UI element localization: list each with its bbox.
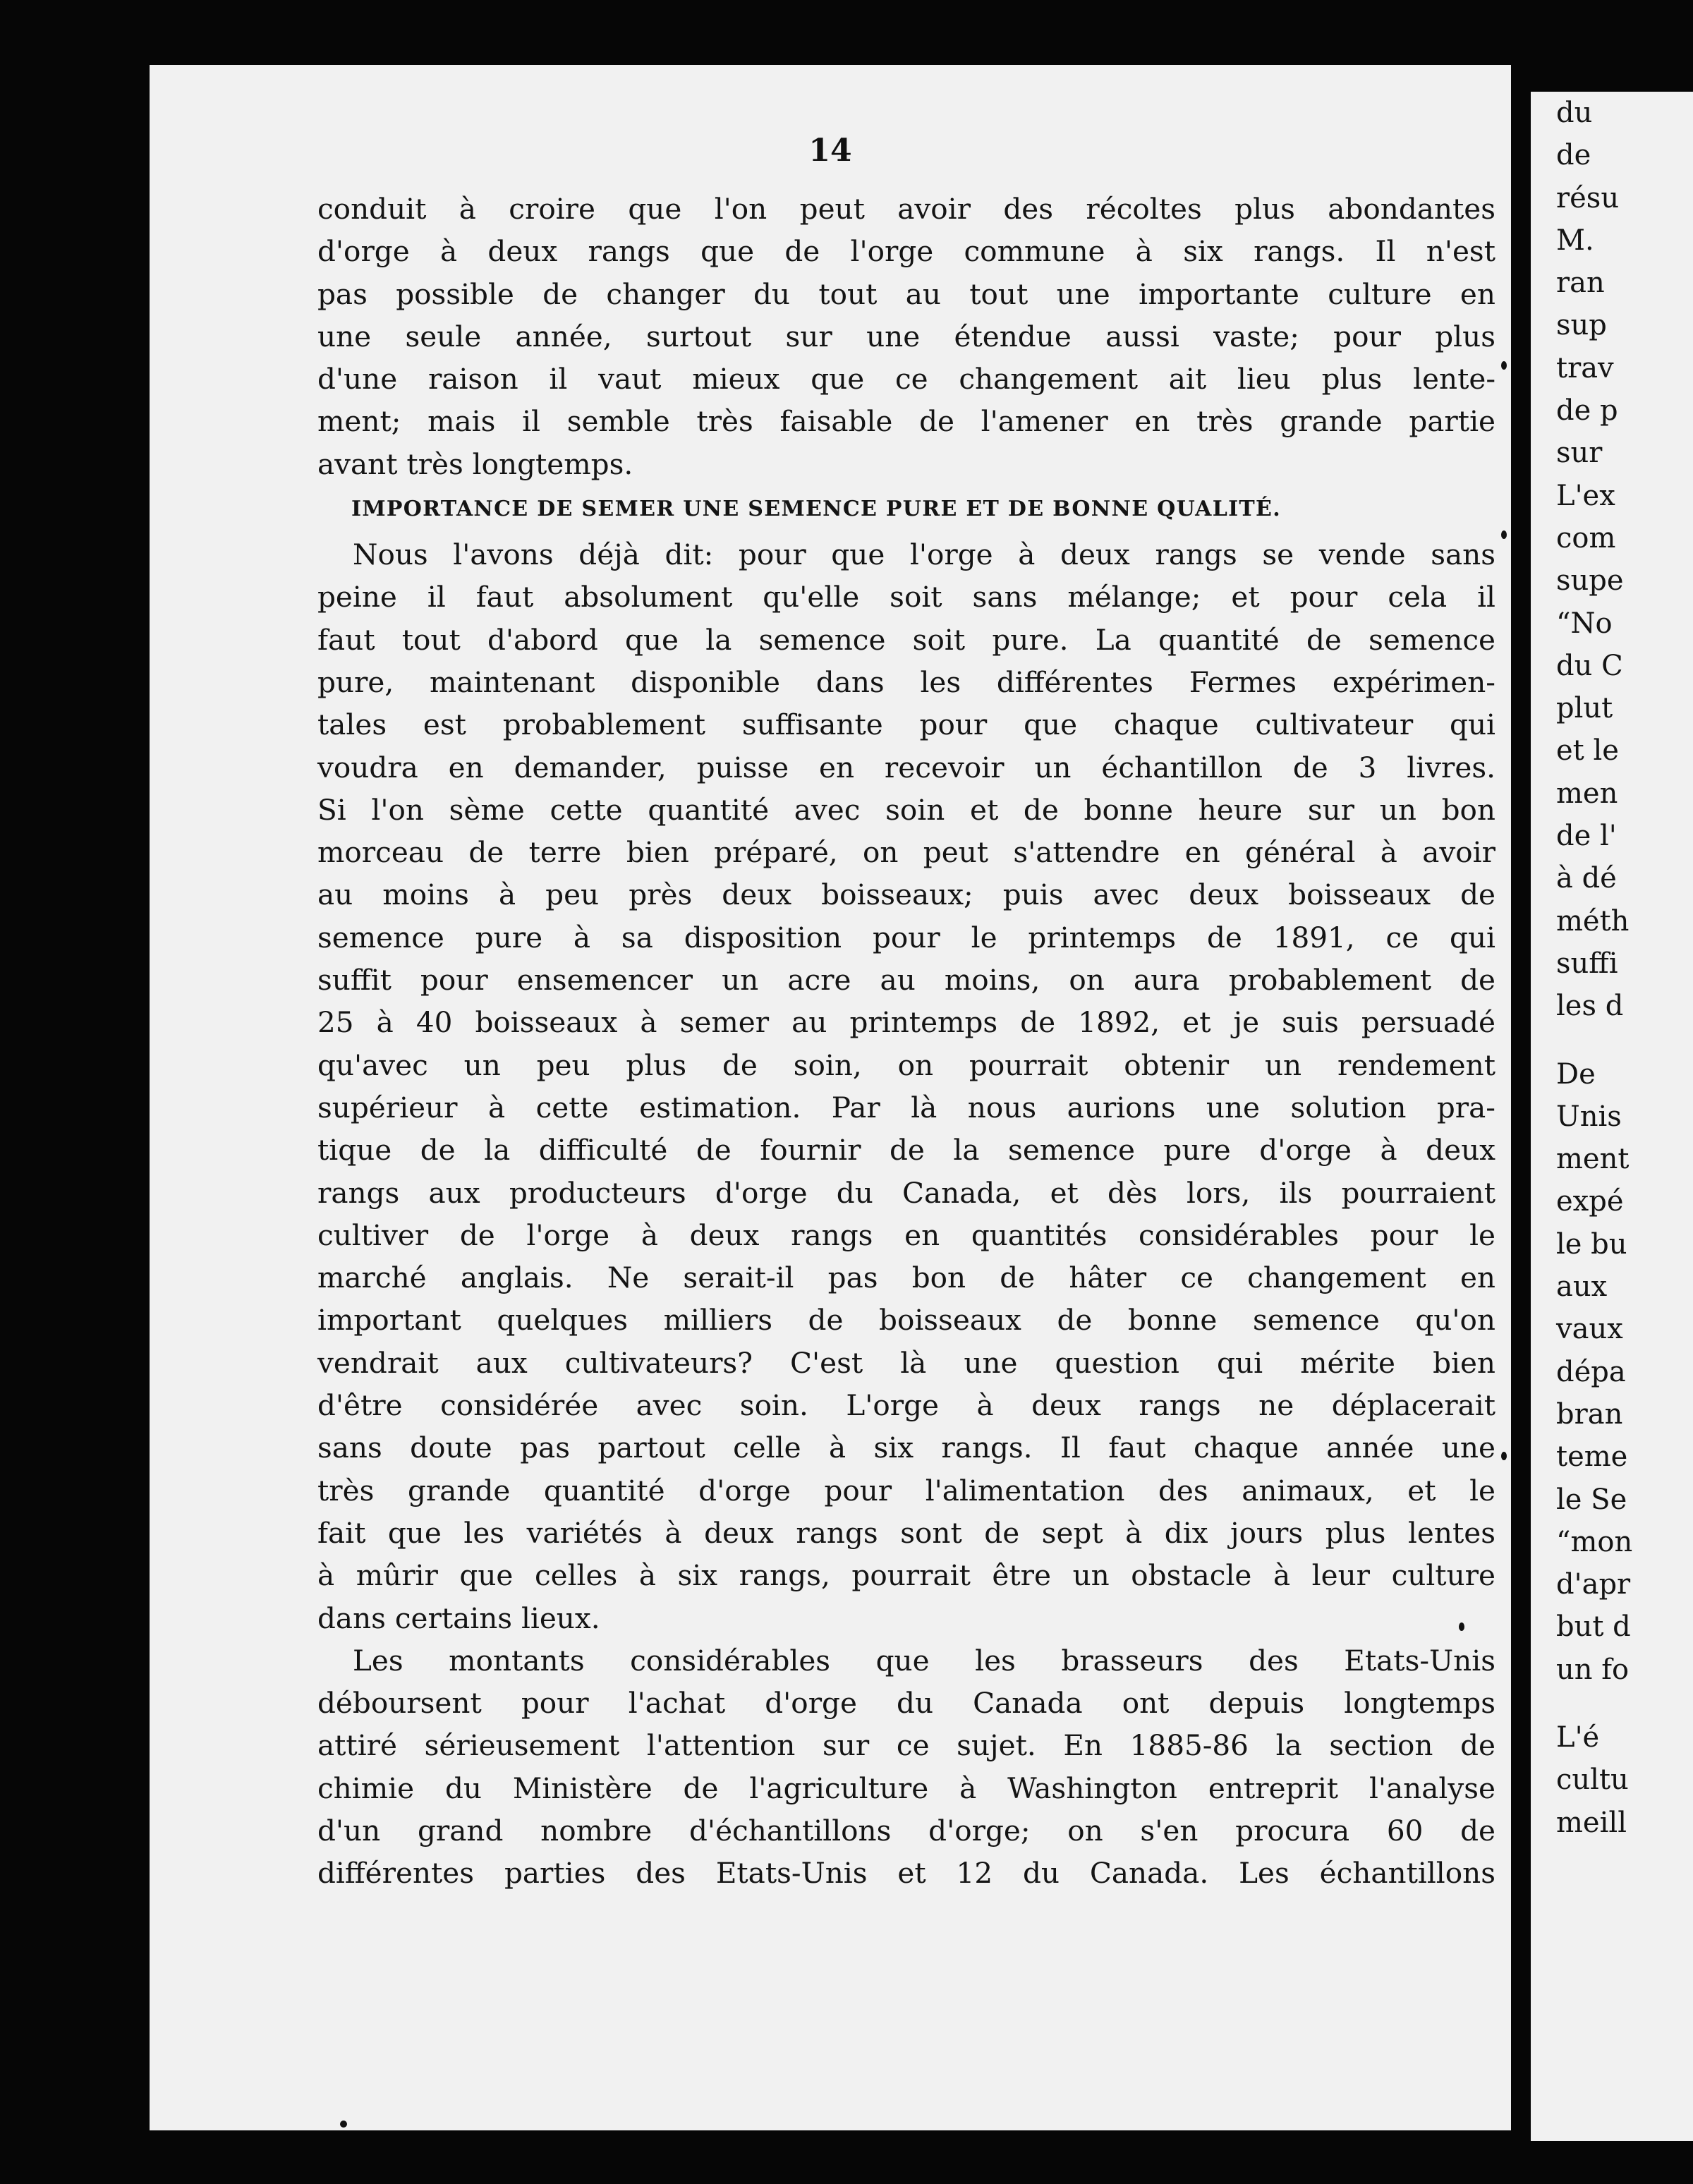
text-line: d'un grand nombre d'échantillons d'orge; on s'en procura 60 de bbox=[317, 1813, 1495, 1848]
text-line: différentes parties des Etats-Unis et 12 du Canada. Les échantillons bbox=[317, 1856, 1495, 1891]
text-line: cultiver de l'orge à deux rangs en quantités considérables pour le bbox=[317, 1218, 1495, 1252]
text-line: morceau de terre bien préparé, on peut s'attendre en général à avoir bbox=[317, 835, 1495, 870]
text-line: important quelques milliers de boisseaux de bonne semence qu'on bbox=[317, 1303, 1495, 1337]
fragment-line: plut bbox=[1556, 692, 1613, 725]
fragment-line: teme bbox=[1556, 1440, 1628, 1474]
text-line: sans doute pas partout celle à six rangs. Il faut chaque année une bbox=[317, 1431, 1495, 1465]
fragment-line: dépa bbox=[1556, 1355, 1626, 1388]
fragment-line: et le bbox=[1556, 734, 1619, 768]
fragment-line: bran bbox=[1556, 1397, 1623, 1431]
text-line: avant très longtemps. bbox=[317, 447, 633, 481]
fragment-line: les d bbox=[1556, 990, 1624, 1023]
text-line: voudra en demander, puisse en recevoir un échantillon de 3 livres. bbox=[317, 750, 1495, 784]
fragment-line: expé bbox=[1556, 1185, 1624, 1218]
text-line: pas possible de changer du tout au tout une importante culture en bbox=[317, 277, 1495, 311]
text-line: ment; mais il semble très faisable de l'amener en très grande partie bbox=[317, 404, 1495, 439]
fragment-line: but d bbox=[1556, 1610, 1631, 1644]
fragment-line: méth bbox=[1556, 904, 1630, 938]
fragment-line: “mon bbox=[1556, 1525, 1633, 1558]
fragment-line: d'apr bbox=[1556, 1568, 1631, 1601]
page-body bbox=[317, 188, 1495, 1895]
section-heading: IMPORTANCE DE SEMER UNE SEMENCE PURE ET DE BONNE QUALITÉ. bbox=[351, 497, 1281, 522]
text-line: vendrait aux cultivateurs? C'est là une question qui mérite bien bbox=[317, 1345, 1495, 1380]
fragment-line: à dé bbox=[1556, 862, 1617, 895]
fragment-line: ment bbox=[1556, 1143, 1630, 1176]
text-line: peine il faut absolument qu'elle soit sans mélange; et pour cela il bbox=[317, 580, 1495, 614]
text-line: 25 à 40 boisseaux à semer au printemps de 1892, et je suis persuadé bbox=[317, 1005, 1495, 1040]
fragment-line: vaux bbox=[1556, 1313, 1623, 1346]
scan-speck bbox=[1501, 361, 1507, 370]
adjacent-page-fragment bbox=[1531, 92, 1693, 2141]
fragment-line: de l' bbox=[1556, 820, 1617, 853]
fragment-line: du bbox=[1556, 97, 1593, 129]
text-line: pure, maintenant disponible dans les différentes Fermes expérimen- bbox=[317, 665, 1495, 699]
text-line: une seule année, surtout sur une étendue aussi vaste; pour plus bbox=[317, 319, 1495, 353]
text-line: fait que les variétés à deux rangs sont de sept à dix jours plus lentes bbox=[317, 1515, 1495, 1550]
text-line: attiré sérieusement l'attention sur ce sujet. En 1885-86 la section de bbox=[317, 1728, 1495, 1763]
fragment-line: de bbox=[1556, 139, 1591, 172]
fragment-line: un fo bbox=[1556, 1653, 1630, 1686]
paragraph-2 bbox=[317, 533, 1495, 1639]
fragment-line: “No bbox=[1556, 607, 1613, 640]
fragment-line: résu bbox=[1556, 181, 1620, 214]
text-line: tales est probablement suffisante pour que chaque cultivateur qui bbox=[317, 708, 1495, 742]
fragment-line: sur bbox=[1556, 437, 1603, 470]
text-line: Nous l'avons déjà dit: pour que l'orge à deux rangs se vende sans bbox=[353, 538, 1495, 572]
text-line: supérieur à cette estimation. Par là nous aurions une solution pra- bbox=[317, 1090, 1495, 1124]
text-line: au moins à peu près deux boisseaux; puis avec deux boisseaux de bbox=[317, 878, 1495, 912]
text-line: qu'avec un peu plus de soin, on pourrait obtenir un rendement bbox=[317, 1048, 1495, 1082]
text-line: faut tout d'abord que la semence soit pure. La quantité de semence bbox=[317, 622, 1495, 657]
text-line: d'une raison il vaut mieux que ce changement ait lieu plus lente- bbox=[317, 362, 1495, 396]
text-line: Si l'on sème cette quantité avec soin et de bonne heure sur un bon bbox=[317, 792, 1495, 827]
fragment-line: men bbox=[1556, 777, 1618, 810]
fragment-line: le bu bbox=[1556, 1227, 1627, 1261]
fragment-line: le Se bbox=[1556, 1483, 1627, 1516]
scan-speck bbox=[1459, 1622, 1464, 1631]
text-line: déboursent pour l'achat d'orge du Canada ont depuis longtemps bbox=[317, 1686, 1495, 1721]
fragment-line: trav bbox=[1556, 351, 1614, 384]
paragraph-1 bbox=[317, 188, 1495, 485]
fragment-line: L'é bbox=[1556, 1721, 1600, 1754]
fragment-line: suffi bbox=[1556, 947, 1618, 980]
fragment-line: M. bbox=[1556, 224, 1594, 257]
fragment-line: De bbox=[1556, 1057, 1596, 1091]
fragment-line: aux bbox=[1556, 1270, 1608, 1304]
fragment-line: meill bbox=[1556, 1806, 1627, 1839]
fragment-line: L'ex bbox=[1556, 479, 1615, 512]
text-line: suffit pour ensemencer un acre au moins, on aura probablement de bbox=[317, 963, 1495, 997]
text-line: conduit à croire que l'on peut avoir des récoltes plus abondantes bbox=[317, 192, 1495, 226]
fragment-line: sup bbox=[1556, 309, 1607, 342]
text-line: d'orge à deux rangs que de l'orge commune à six rangs. Il n'est bbox=[317, 234, 1495, 269]
text-line: d'être considérée avec soin. L'orge à deux rangs ne déplacerait bbox=[317, 1388, 1495, 1423]
fragment-line: supe bbox=[1556, 564, 1624, 597]
fragment-line: de p bbox=[1556, 394, 1618, 427]
text-line: à mûrir que celles à six rangs, pourrait être un obstacle à leur culture bbox=[317, 1558, 1495, 1593]
scan-speck bbox=[1501, 530, 1507, 539]
fragment-line: ran bbox=[1556, 267, 1605, 300]
text-line: Les montants considérables que les brasseurs des Etats-Unis bbox=[353, 1643, 1495, 1678]
text-line: chimie du Ministère de l'agriculture à Washington entreprit l'analyse bbox=[317, 1771, 1495, 1805]
book-page bbox=[150, 65, 1511, 2130]
text-line: tique de la difficulté de fournir de la semence pure d'orge à deux bbox=[317, 1133, 1495, 1167]
fragment-line: Unis bbox=[1556, 1100, 1622, 1133]
fragment-line: com bbox=[1556, 521, 1616, 554]
text-line: rangs aux producteurs d'orge du Canada, et dès lors, ils pourraient bbox=[317, 1175, 1495, 1210]
text-line: très grande quantité d'orge pour l'alimentation des animaux, et le bbox=[317, 1473, 1495, 1507]
fragment-line: cultu bbox=[1556, 1764, 1629, 1797]
scan-speck bbox=[1501, 1452, 1507, 1460]
text-line: marché anglais. Ne serait-il pas bon de hâter ce changement en bbox=[317, 1261, 1495, 1295]
paragraph-3 bbox=[317, 1639, 1495, 1895]
fragment-line: du C bbox=[1556, 649, 1623, 682]
page-number: 14 bbox=[808, 133, 852, 169]
text-line: semence pure à sa disposition pour le printemps de 1891, ce qui bbox=[317, 920, 1495, 954]
text-line: dans certains lieux. bbox=[317, 1601, 600, 1635]
scan-speck bbox=[340, 2121, 347, 2128]
